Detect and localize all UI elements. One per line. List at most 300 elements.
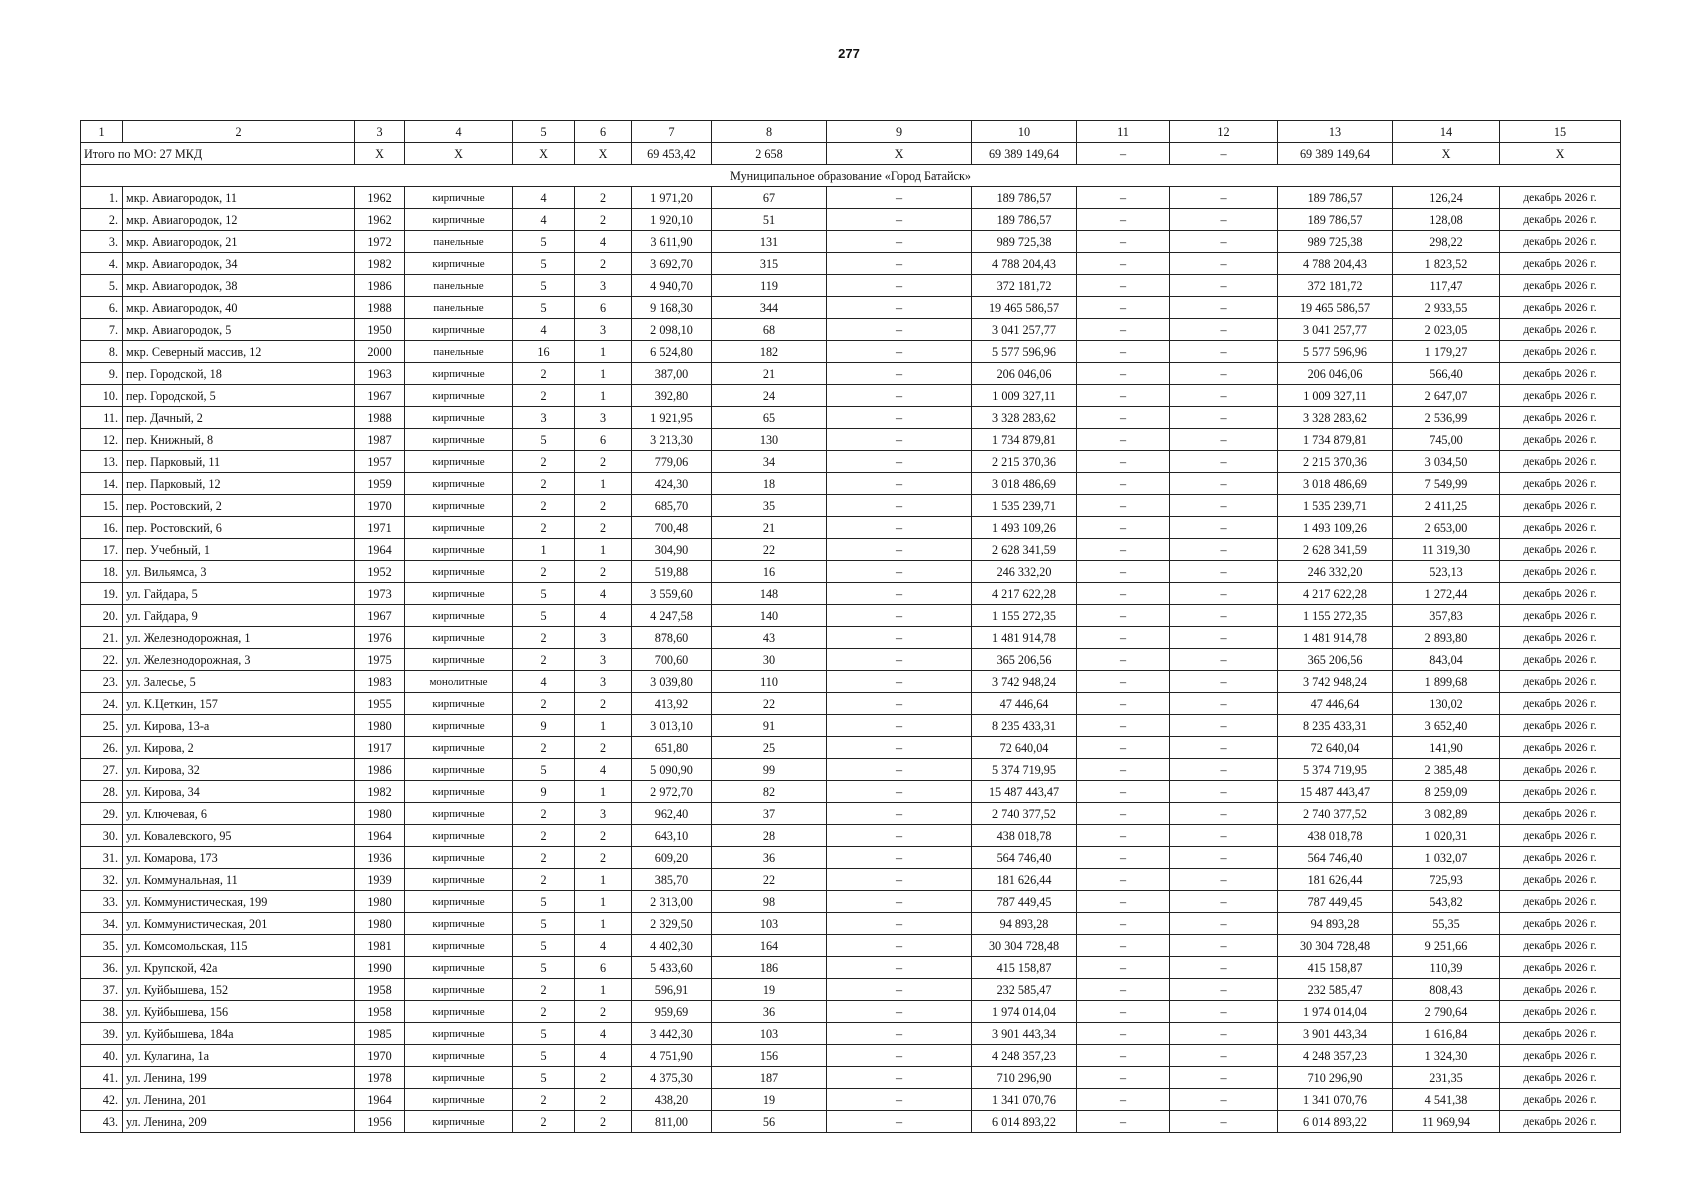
deadline-cell: декабрь 2026 г. [1500,231,1621,253]
floors-cell: 2 [513,1111,575,1133]
year-built-cell: 1964 [355,1089,405,1111]
cost-total-cell: 3 041 257,77 [972,319,1077,341]
entrances-cell: 4 [575,1045,632,1067]
col-9-cell: – [827,517,972,539]
column-number-cell: 13 [1278,121,1393,143]
table-row [81,1045,1621,1067]
table-row [81,825,1621,847]
unit-cost-cell: 2 023,05 [1393,319,1500,341]
residents-cell: 148 [712,583,827,605]
address-cell: мкр. Авиагородок, 40 [123,297,355,319]
cost-budget-cell: 181 626,44 [1278,869,1393,891]
row-index-cell: 7. [81,319,123,341]
unit-cost-cell: 126,24 [1393,187,1500,209]
cost-budget-cell: 1 155 272,35 [1278,605,1393,627]
unit-cost-cell: 843,04 [1393,649,1500,671]
deadline-cell: декабрь 2026 г. [1500,1089,1621,1111]
address-cell: ул. Ковалевского, 95 [123,825,355,847]
unit-cost-cell: 7 549,99 [1393,473,1500,495]
col-12-cell: – [1170,935,1278,957]
col-11-cell: – [1077,649,1170,671]
unit-cost-cell: 2 790,64 [1393,1001,1500,1023]
col-11-cell: – [1077,693,1170,715]
col-9-cell: – [827,1023,972,1045]
entrances-cell: 3 [575,275,632,297]
year-built-cell: 1976 [355,627,405,649]
year-built-cell: 1939 [355,869,405,891]
deadline-cell: декабрь 2026 г. [1500,209,1621,231]
deadline-cell: декабрь 2026 г. [1500,451,1621,473]
row-index-cell: 24. [81,693,123,715]
entrances-cell: 1 [575,715,632,737]
col-12-cell: – [1170,671,1278,693]
residents-cell: 18 [712,473,827,495]
row-index-cell: 40. [81,1045,123,1067]
area-cell: 413,92 [632,693,712,715]
col-9-cell: – [827,429,972,451]
cost-total-cell: 4 788 204,43 [972,253,1077,275]
address-cell: мкр. Авиагородок, 12 [123,209,355,231]
row-index-cell: 12. [81,429,123,451]
cost-total-cell: 2 628 341,59 [972,539,1077,561]
address-cell: ул. Ключевая, 6 [123,803,355,825]
address-cell: ул. Куйбышева, 152 [123,979,355,1001]
area-cell: 3 013,10 [632,715,712,737]
wall-material-cell: кирпичные [405,187,513,209]
total-label: Итого по МО: 27 МКД [81,143,355,165]
deadline-cell: декабрь 2026 г. [1500,891,1621,913]
col-12-cell: – [1170,869,1278,891]
year-built-cell: 1980 [355,803,405,825]
entrances-cell: 3 [575,671,632,693]
address-cell: пер. Парковый, 11 [123,451,355,473]
area-cell: 4 402,30 [632,935,712,957]
col-9-cell: – [827,869,972,891]
residents-cell: 37 [712,803,827,825]
floors-cell: 4 [513,671,575,693]
row-index-cell: 14. [81,473,123,495]
cost-total-cell: 206 046,06 [972,363,1077,385]
entrances-cell: 3 [575,803,632,825]
entrances-cell: 1 [575,341,632,363]
area-cell: 643,10 [632,825,712,847]
cost-budget-cell: 365 206,56 [1278,649,1393,671]
cost-total-cell: 1 974 014,04 [972,1001,1077,1023]
col-11-cell: – [1077,671,1170,693]
column-number-cell: 6 [575,121,632,143]
cost-total-cell: 2 215 370,36 [972,451,1077,473]
table-row [81,561,1621,583]
table-row [81,517,1621,539]
year-built-cell: 1978 [355,1067,405,1089]
floors-cell: 2 [513,847,575,869]
cost-budget-cell: 3 018 486,69 [1278,473,1393,495]
wall-material-cell: кирпичные [405,847,513,869]
cost-total-cell: 438 018,78 [972,825,1077,847]
area-cell: 424,30 [632,473,712,495]
cost-total-cell: 989 725,38 [972,231,1077,253]
col-9-cell: – [827,495,972,517]
col-12-cell: – [1170,1111,1278,1133]
row-index-cell: 30. [81,825,123,847]
residents-cell: 103 [712,1023,827,1045]
residents-cell: 25 [712,737,827,759]
col-9-cell: – [827,187,972,209]
residents-cell: 67 [712,187,827,209]
area-cell: 651,80 [632,737,712,759]
entrances-cell: 4 [575,605,632,627]
unit-cost-cell: 1 823,52 [1393,253,1500,275]
cost-budget-cell: 206 046,06 [1278,363,1393,385]
total-cell: – [1077,143,1170,165]
row-index-cell: 35. [81,935,123,957]
col-9-cell: – [827,297,972,319]
unit-cost-cell: 4 541,38 [1393,1089,1500,1111]
wall-material-cell: кирпичные [405,561,513,583]
year-built-cell: 1980 [355,913,405,935]
total-cell: Х [575,143,632,165]
col-12-cell: – [1170,341,1278,363]
area-cell: 385,70 [632,869,712,891]
floors-cell: 2 [513,869,575,891]
col-9-cell: – [827,363,972,385]
col-9-cell: – [827,671,972,693]
area-cell: 392,80 [632,385,712,407]
unit-cost-cell: 2 647,07 [1393,385,1500,407]
col-12-cell: – [1170,517,1278,539]
deadline-cell: декабрь 2026 г. [1500,1001,1621,1023]
floors-cell: 2 [513,1089,575,1111]
table-row [81,913,1621,935]
deadline-cell: декабрь 2026 г. [1500,759,1621,781]
col-12-cell: – [1170,693,1278,715]
address-cell: ул. Кирова, 2 [123,737,355,759]
address-cell: пер. Ростовский, 2 [123,495,355,517]
deadline-cell: декабрь 2026 г. [1500,385,1621,407]
table-row [81,363,1621,385]
row-index-cell: 22. [81,649,123,671]
cost-budget-cell: 15 487 443,47 [1278,781,1393,803]
address-cell: пер. Дачный, 2 [123,407,355,429]
area-cell: 6 524,80 [632,341,712,363]
entrances-cell: 2 [575,1089,632,1111]
floors-cell: 2 [513,473,575,495]
cost-budget-cell: 1 341 070,76 [1278,1089,1393,1111]
col-9-cell: – [827,473,972,495]
area-cell: 3 559,60 [632,583,712,605]
col-12-cell: – [1170,847,1278,869]
col-9-cell: – [827,737,972,759]
unit-cost-cell: 231,35 [1393,1067,1500,1089]
cost-budget-cell: 3 742 948,24 [1278,671,1393,693]
table-row [81,583,1621,605]
section-row [81,165,1621,187]
col-12-cell: – [1170,275,1278,297]
col-11-cell: – [1077,473,1170,495]
cost-budget-cell: 710 296,90 [1278,1067,1393,1089]
table-body [81,121,1621,1133]
unit-cost-cell: 2 536,99 [1393,407,1500,429]
col-12-cell: – [1170,759,1278,781]
col-9-cell: – [827,605,972,627]
row-index-cell: 33. [81,891,123,913]
area-cell: 609,20 [632,847,712,869]
table-row [81,253,1621,275]
area-cell: 3 442,30 [632,1023,712,1045]
year-built-cell: 1964 [355,539,405,561]
col-9-cell: – [827,209,972,231]
floors-cell: 3 [513,407,575,429]
housing-register-table [80,120,1621,1133]
residents-cell: 186 [712,957,827,979]
col-11-cell: – [1077,1111,1170,1133]
floors-cell: 9 [513,781,575,803]
residents-cell: 21 [712,517,827,539]
cost-budget-cell: 2 740 377,52 [1278,803,1393,825]
residents-cell: 35 [712,495,827,517]
area-cell: 4 751,90 [632,1045,712,1067]
total-cell: Х [1500,143,1621,165]
col-9-cell: – [827,693,972,715]
table-row [81,297,1621,319]
floors-cell: 5 [513,891,575,913]
address-cell: пер. Городской, 5 [123,385,355,407]
residents-cell: 36 [712,1001,827,1023]
wall-material-cell: кирпичные [405,649,513,671]
wall-material-cell: кирпичные [405,825,513,847]
cost-budget-cell: 4 217 622,28 [1278,583,1393,605]
col-9-cell: – [827,561,972,583]
year-built-cell: 1958 [355,979,405,1001]
col-12-cell: – [1170,209,1278,231]
col-9-cell: – [827,649,972,671]
address-cell: ул. Комарова, 173 [123,847,355,869]
wall-material-cell: кирпичные [405,583,513,605]
col-9-cell: – [827,781,972,803]
cost-total-cell: 5 577 596,96 [972,341,1077,363]
floors-cell: 2 [513,517,575,539]
table-row [81,451,1621,473]
cost-total-cell: 246 332,20 [972,561,1077,583]
table-row [81,803,1621,825]
address-cell: пер. Городской, 18 [123,363,355,385]
area-cell: 2 313,00 [632,891,712,913]
col-9-cell: – [827,627,972,649]
deadline-cell: декабрь 2026 г. [1500,495,1621,517]
floors-cell: 2 [513,803,575,825]
row-index-cell: 15. [81,495,123,517]
cost-total-cell: 1 155 272,35 [972,605,1077,627]
year-built-cell: 1980 [355,715,405,737]
area-cell: 1 920,10 [632,209,712,231]
area-cell: 387,00 [632,363,712,385]
total-cell: 69 389 149,64 [972,143,1077,165]
row-index-cell: 42. [81,1089,123,1111]
deadline-cell: декабрь 2026 г. [1500,715,1621,737]
col-12-cell: – [1170,319,1278,341]
residents-cell: 19 [712,979,827,1001]
col-11-cell: – [1077,847,1170,869]
column-number-cell: 14 [1393,121,1500,143]
cost-budget-cell: 4 248 357,23 [1278,1045,1393,1067]
col-12-cell: – [1170,957,1278,979]
col-9-cell: – [827,1089,972,1111]
address-cell: ул. Кирова, 32 [123,759,355,781]
unit-cost-cell: 9 251,66 [1393,935,1500,957]
col-9-cell: – [827,539,972,561]
unit-cost-cell: 543,82 [1393,891,1500,913]
table-row [81,627,1621,649]
cost-total-cell: 232 585,47 [972,979,1077,1001]
col-12-cell: – [1170,803,1278,825]
total-cell: – [1170,143,1278,165]
table-row [81,957,1621,979]
col-11-cell: – [1077,583,1170,605]
row-index-cell: 41. [81,1067,123,1089]
col-11-cell: – [1077,451,1170,473]
residents-cell: 30 [712,649,827,671]
cost-total-cell: 4 248 357,23 [972,1045,1077,1067]
col-12-cell: – [1170,979,1278,1001]
entrances-cell: 2 [575,561,632,583]
area-cell: 700,48 [632,517,712,539]
unit-cost-cell: 3 034,50 [1393,451,1500,473]
table-row [81,1001,1621,1023]
deadline-cell: декабрь 2026 г. [1500,275,1621,297]
cost-budget-cell: 5 577 596,96 [1278,341,1393,363]
row-index-cell: 16. [81,517,123,539]
row-index-cell: 26. [81,737,123,759]
entrances-cell: 2 [575,693,632,715]
cost-total-cell: 710 296,90 [972,1067,1077,1089]
deadline-cell: декабрь 2026 г. [1500,407,1621,429]
col-9-cell: – [827,275,972,297]
cost-budget-cell: 232 585,47 [1278,979,1393,1001]
col-9-cell: – [827,847,972,869]
deadline-cell: декабрь 2026 г. [1500,781,1621,803]
address-cell: мкр. Северный массив, 12 [123,341,355,363]
table-row [81,847,1621,869]
deadline-cell: декабрь 2026 г. [1500,517,1621,539]
section-title: Муниципальное образование «Город Батайск» [81,165,1621,187]
deadline-cell: декабрь 2026 г. [1500,1045,1621,1067]
year-built-cell: 1936 [355,847,405,869]
cost-budget-cell: 30 304 728,48 [1278,935,1393,957]
entrances-cell: 2 [575,1067,632,1089]
unit-cost-cell: 1 272,44 [1393,583,1500,605]
deadline-cell: декабрь 2026 г. [1500,605,1621,627]
wall-material-cell: кирпичные [405,1067,513,1089]
total-cell: Х [405,143,513,165]
deadline-cell: декабрь 2026 г. [1500,253,1621,275]
residents-cell: 21 [712,363,827,385]
wall-material-cell: панельные [405,297,513,319]
address-cell: ул. Кирова, 34 [123,781,355,803]
wall-material-cell: кирпичные [405,1045,513,1067]
cost-total-cell: 47 446,64 [972,693,1077,715]
row-index-cell: 19. [81,583,123,605]
cost-total-cell: 189 786,57 [972,209,1077,231]
row-index-cell: 43. [81,1111,123,1133]
row-index-cell: 21. [81,627,123,649]
unit-cost-cell: 117,47 [1393,275,1500,297]
cost-budget-cell: 5 374 719,95 [1278,759,1393,781]
table-row [81,649,1621,671]
cost-total-cell: 787 449,45 [972,891,1077,913]
row-index-cell: 23. [81,671,123,693]
col-11-cell: – [1077,1023,1170,1045]
entrances-cell: 1 [575,869,632,891]
column-number-cell: 15 [1500,121,1621,143]
col-12-cell: – [1170,627,1278,649]
unit-cost-cell: 8 259,09 [1393,781,1500,803]
year-built-cell: 1917 [355,737,405,759]
col-11-cell: – [1077,803,1170,825]
cost-budget-cell: 1 481 914,78 [1278,627,1393,649]
wall-material-cell: монолитные [405,671,513,693]
row-index-cell: 39. [81,1023,123,1045]
cost-total-cell: 3 742 948,24 [972,671,1077,693]
row-index-cell: 20. [81,605,123,627]
row-index-cell: 25. [81,715,123,737]
entrances-cell: 1 [575,891,632,913]
table-row [81,935,1621,957]
unit-cost-cell: 523,13 [1393,561,1500,583]
cost-total-cell: 94 893,28 [972,913,1077,935]
residents-cell: 103 [712,913,827,935]
residents-cell: 187 [712,1067,827,1089]
entrances-cell: 1 [575,913,632,935]
address-cell: мкр. Авиагородок, 11 [123,187,355,209]
col-12-cell: – [1170,561,1278,583]
year-built-cell: 1971 [355,517,405,539]
total-cell: 2 658 [712,143,827,165]
table-row [81,407,1621,429]
area-cell: 1 921,95 [632,407,712,429]
row-index-cell: 13. [81,451,123,473]
table-row [81,979,1621,1001]
floors-cell: 5 [513,429,575,451]
wall-material-cell: кирпичные [405,495,513,517]
area-cell: 596,91 [632,979,712,1001]
entrances-cell: 2 [575,847,632,869]
col-11-cell: – [1077,209,1170,231]
entrances-cell: 3 [575,319,632,341]
area-cell: 811,00 [632,1111,712,1133]
col-11-cell: – [1077,297,1170,319]
cost-budget-cell: 8 235 433,31 [1278,715,1393,737]
col-11-cell: – [1077,231,1170,253]
col-11-cell: – [1077,1045,1170,1067]
wall-material-cell: кирпичные [405,407,513,429]
col-12-cell: – [1170,825,1278,847]
residents-cell: 22 [712,693,827,715]
entrances-cell: 3 [575,649,632,671]
year-built-cell: 1950 [355,319,405,341]
wall-material-cell: кирпичные [405,473,513,495]
residents-cell: 82 [712,781,827,803]
cost-total-cell: 1 734 879,81 [972,429,1077,451]
area-cell: 959,69 [632,1001,712,1023]
entrances-cell: 1 [575,363,632,385]
address-cell: мкр. Авиагородок, 21 [123,231,355,253]
residents-cell: 91 [712,715,827,737]
col-9-cell: – [827,979,972,1001]
address-cell: пер. Учебный, 1 [123,539,355,561]
col-11-cell: – [1077,759,1170,781]
column-number-cell: 10 [972,121,1077,143]
table-row [81,209,1621,231]
